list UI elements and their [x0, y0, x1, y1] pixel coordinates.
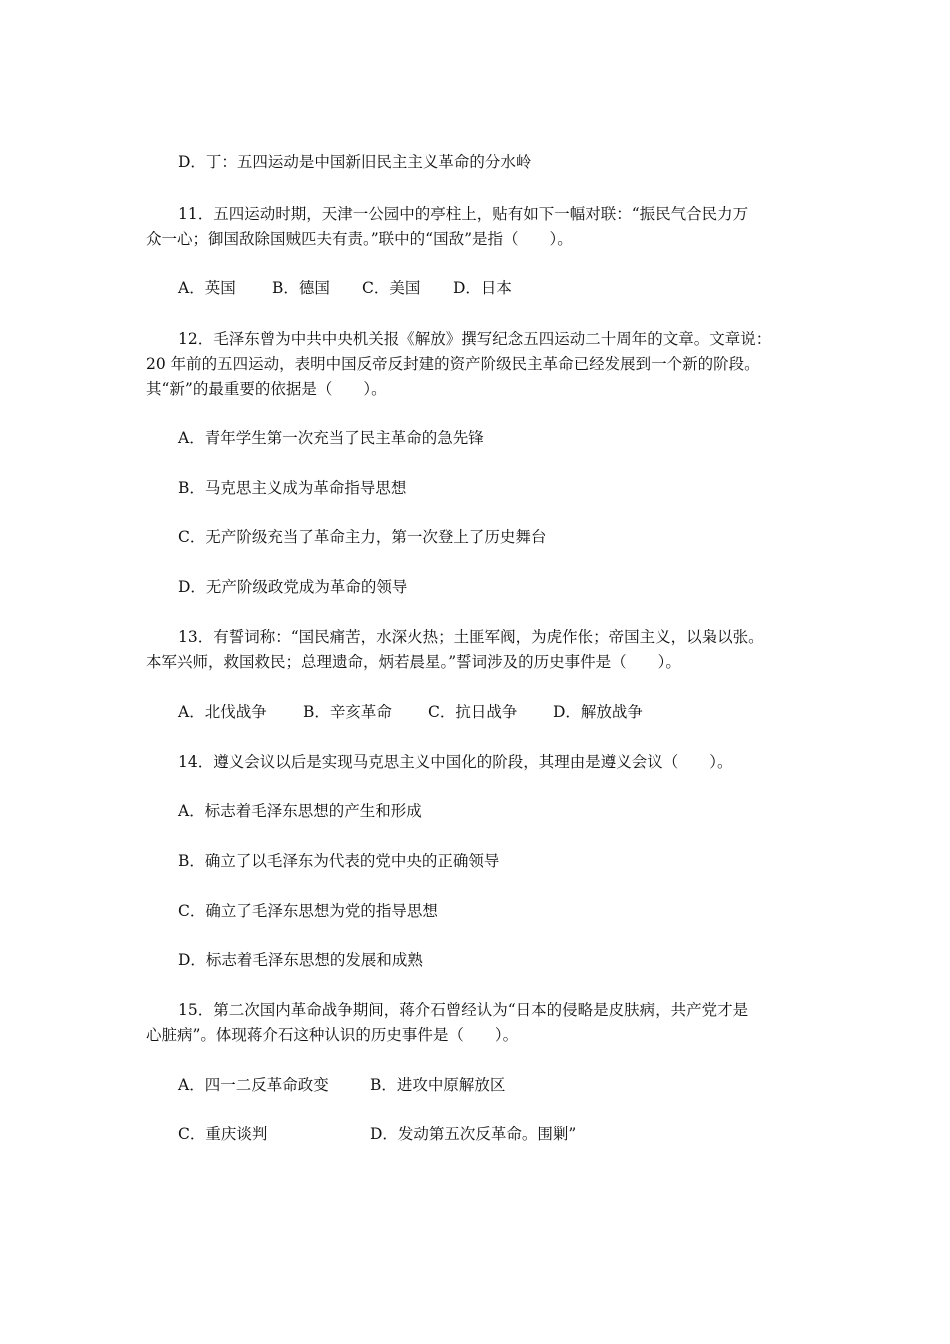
q12-stem-line1: 12．毛泽东曾为中共中央机关报《解放》撰写纪念五四运动二十周年的文章。文章说： — [178, 330, 772, 348]
q13-stem-line1: 13．有誓词称：“国民痛苦，水深火热；土匪军阀，为虎作伥；帝国主义，以枭以张。 — [178, 628, 764, 646]
q12-option-c: C．无产阶级充当了革命主力，第一次登上了历史舞台 — [178, 528, 547, 546]
q10-option-d: D．丁：五四运动是中国新旧民主主义革命的分水岭 — [178, 153, 532, 171]
q12-stem-line2: 20 年前的五四运动，表明中国反帝反封建的资产阶级民主革命已经发展到一个新的阶段。 — [146, 355, 760, 373]
q14-option-c: C．确立了毛泽东思想为党的指导思想 — [178, 902, 438, 920]
q11-option-a: A．英国 — [178, 279, 236, 297]
q12-option-d: D．无产阶级政党成为革命的领导 — [178, 578, 408, 596]
q14-option-b: B．确立了以毛泽东为代表的党中央的正确领导 — [178, 852, 500, 870]
q15-option-b: B．进攻中原解放区 — [370, 1076, 506, 1094]
q14-stem-line1: 14．遵义会议以后是实现马克思主义中国化的阶段，其理由是遵义会议（ ）。 — [178, 753, 733, 771]
q14-option-a: A．标志着毛泽东思想的产生和形成 — [178, 802, 422, 820]
q11-stem-line2: 众一心；御国敌除国贼匹夫有责。”联中的“国敌”是指（ ）。 — [146, 230, 573, 248]
q13-option-b: B．辛亥革命 — [303, 703, 392, 721]
q11-option-b: B．德国 — [272, 279, 330, 297]
q13-option-d: D．解放战争 — [553, 703, 643, 721]
q15-option-d: D．发动第五次反革命。围剿” — [370, 1125, 577, 1143]
q13-stem-line2: 本军兴师，救国救民；总理遗命，炳若晨星。”誓词涉及的历史事件是（ ）。 — [146, 653, 681, 671]
q15-stem-line2: 心脏病”。体现蒋介石这种认识的历史事件是（ ）。 — [146, 1026, 519, 1044]
q12-stem-line3: 其“新”的最重要的依据是（ ）。 — [146, 380, 387, 398]
q14-option-d: D．标志着毛泽东思想的发展和成熟 — [178, 951, 423, 969]
q13-option-c: C．抗日战争 — [428, 703, 518, 721]
q12-option-a: A．青年学生第一次充当了民主革命的急先锋 — [178, 429, 484, 447]
q11-stem-line1: 11．五四运动时期，天津一公园中的亭柱上，贴有如下一幅对联：“振民气合民力万 — [178, 205, 749, 223]
q11-option-c: C．美国 — [362, 279, 421, 297]
q15-option-c: C．重庆谈判 — [178, 1125, 268, 1143]
q13-option-a: A．北伐战争 — [178, 703, 267, 721]
q11-option-d: D．日本 — [453, 279, 512, 297]
q12-option-b: B．马克思主义成为革命指导思想 — [178, 479, 407, 497]
q15-option-a: A．四一二反革命政变 — [178, 1076, 329, 1094]
q15-stem-line1: 15．第二次国内革命战争期间，蒋介石曾经认为“日本的侵略是皮肤病，共产党才是 — [178, 1001, 749, 1019]
